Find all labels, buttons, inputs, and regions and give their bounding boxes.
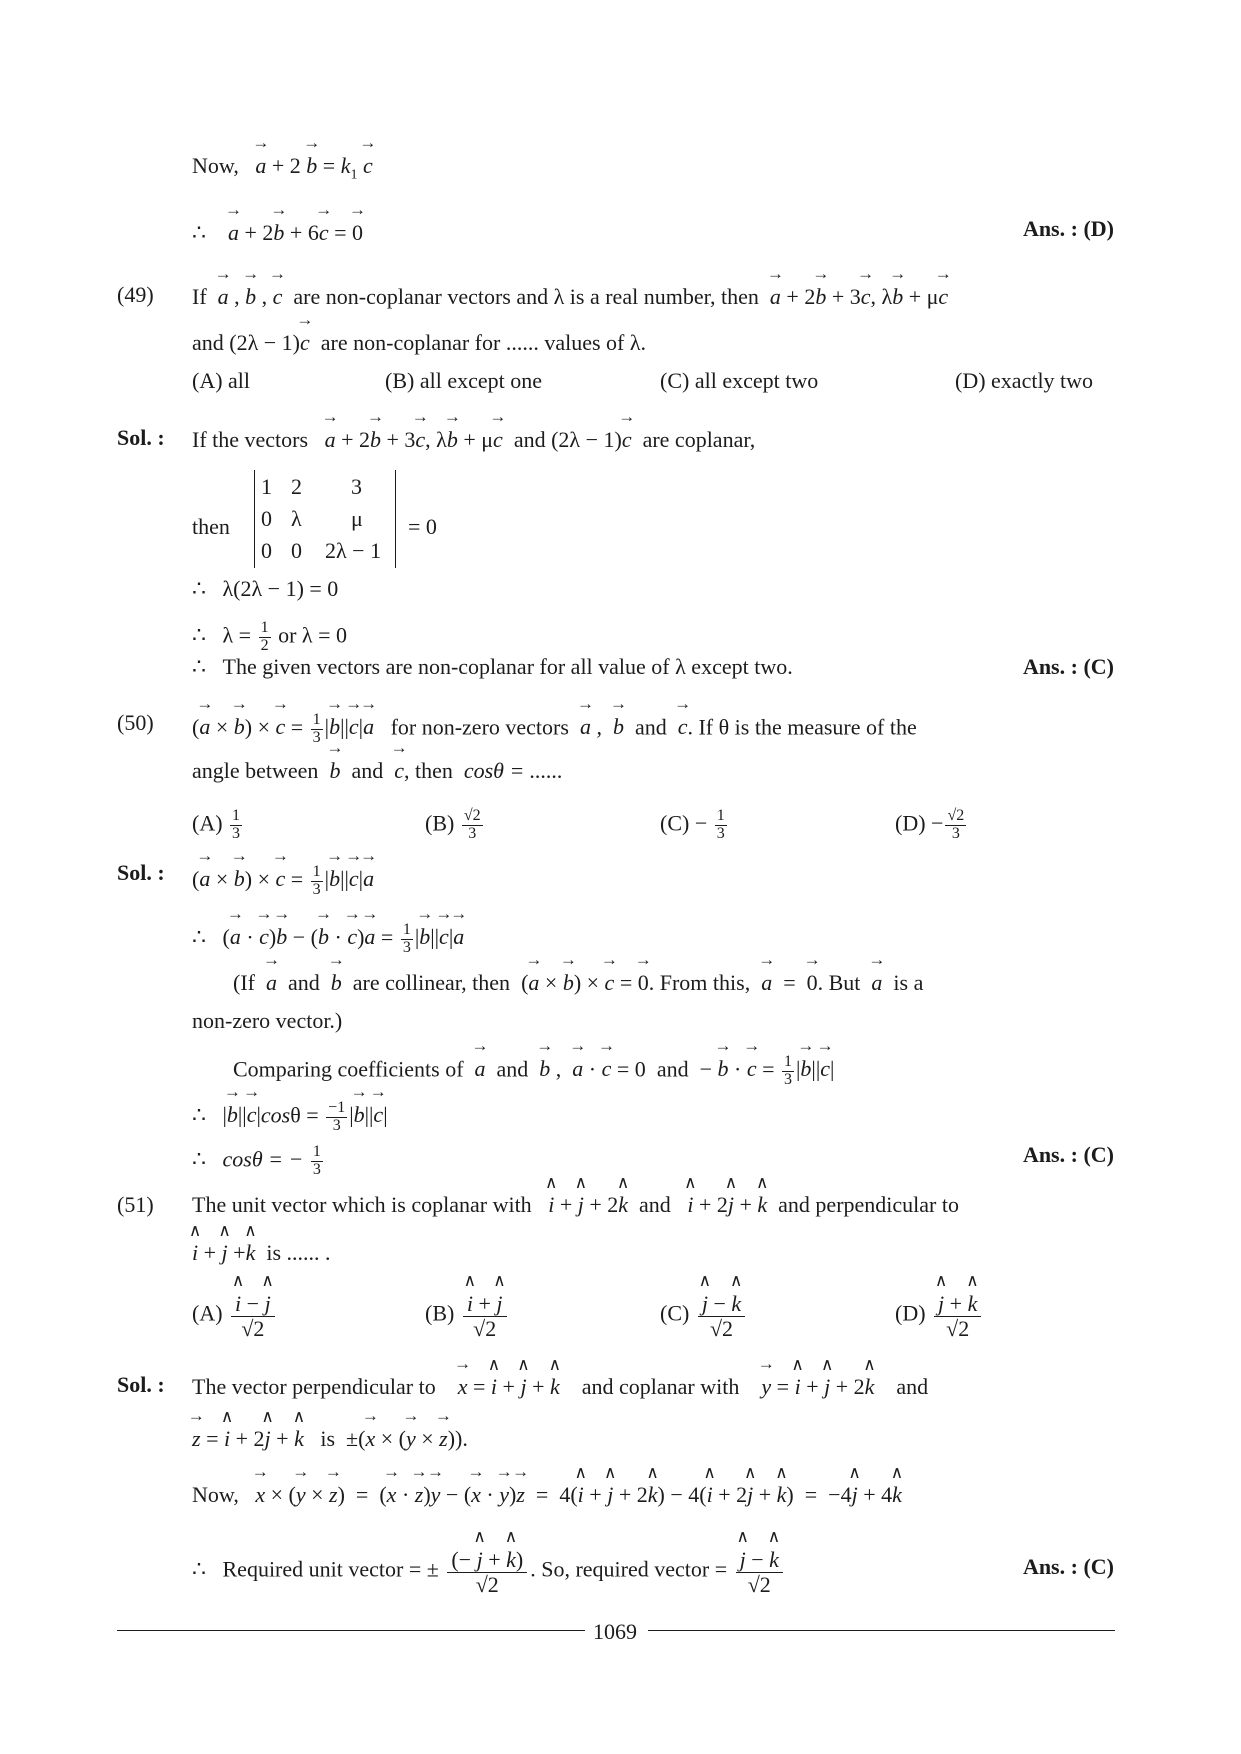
det-equals: = 0 (408, 514, 437, 539)
solution-51-line1: The vector perpendicular to → x = ∧ i + ∧ j + ∧ k and coplanar with → y = ∧ i + ∧ j + 2∧ k and (192, 1374, 928, 1398)
answer-51: Ans. : (C) (1022, 1554, 1114, 1579)
footer-rule-left (117, 1630, 585, 1631)
solution-49-conclusion: ∴ The given vectors are non-coplanar for all value of λ except two. (192, 654, 793, 679)
solution-50-line1: (→ a × → b) × → c = $\frac{1}{3}$ |→ b||→ c|→ a (192, 864, 374, 899)
question-50-line1: (→ a × → b) × → c = $\frac{1}{3}$ |→ b||→ c|→ a for non-zero vectors → a , → b and → c. If θ is the measure of the (192, 712, 917, 747)
solution-label-50: Sol. : (117, 860, 165, 885)
then-word: then (192, 514, 230, 539)
solution-50-final: ∴ cosθ = − $\frac{1}{3}$ (192, 1143, 321, 1178)
solution-50-comparing: Comparing coefficients of → a and → b , → a · → c = 0 and − → b · → c = $\frac{1}{3}$ |→ b||→ c| (233, 1054, 834, 1089)
option-50-a[interactable]: (A) $\frac{1}{3}$ (192, 807, 241, 842)
option-49-d[interactable]: (D) exactly two (955, 368, 1094, 393)
now-line: Now, → $a + 2 \to b = k_1 \to c$ (192, 153, 373, 182)
option-50-b[interactable]: (B) $\frac{√2}{3}$ (425, 807, 481, 842)
question-49-line1: If → a , → b , → c are non-coplanar vectors and λ is a real number, then → a + 2→ b + 3→ c, λ→ b + μ→ c (192, 284, 948, 308)
solution-49-step2: ∴ λ = $\frac{1}{2}$ or λ = 0 (192, 619, 347, 654)
therefore-line: ∴ → a + 2→ b + 6→ c = → 0 (192, 220, 363, 244)
solution-49-step1: ∴ λ(2λ − 1) = 0 (192, 576, 339, 601)
question-51-line1: The unit vector which is coplanar with ∧ i + ∧ j + 2∧ k and ∧ i + 2∧ j + ∧ k and perpendicular to (192, 1194, 959, 1216)
option-49-c[interactable]: (C) all except two (660, 368, 819, 393)
solution-50-line2: ∴ (→ a · → c)→ b − (→ b · → c)→ a = $\frac{1}{3}$ |→ b||→ c|→ a (192, 922, 464, 957)
solution-51-line4: ∴ Required unit vector = ± $\frac{(- \wedge j + \wedge k)}{√2}$ . So, required vector = ∧ $\frac{j - \wedge k}{√2}$ (192, 1546, 786, 1597)
option-49-b[interactable]: (B) all except one (385, 368, 542, 393)
option-50-c[interactable]: (C) − $\frac{1}{3}$ (660, 807, 725, 842)
answer-50: Ans. : (C) (1022, 1142, 1114, 1167)
solution-49-line1: If the vectors → a + 2→ b + 3→ c, λ→ b + μ→ c and (2λ − 1)→ c are coplanar, (192, 427, 755, 451)
solution-label-51: Sol. : (117, 1372, 165, 1397)
solution-51-line3: Now, → x × (→ y × → z) = (→ x · → z)→ y − (→ x · → y)→ z = 4(∧ i + ∧ j + 2∧ k) − 4(∧ i + 2∧ j + ∧ k) = −4∧ j + 4∧ k (192, 1482, 902, 1506)
solution-label-49: Sol. : (117, 425, 165, 450)
solution-50-line3: (If → a and → b are collinear, then (→ a × → b) × → c = → 0. From this, → a = → 0. But → a is a (233, 970, 923, 994)
option-50-d[interactable]: (D) − $\frac{√2}{3}$ (895, 807, 965, 842)
question-51-line2: ∧ i + ∧ j +∧ k is ...... . (192, 1242, 331, 1264)
solution-51-line2: → z = ∧ i + 2∧ j + ∧ k is ±(→ x × (→ y × → z)). (192, 1426, 468, 1450)
solution-50-nonzero: non-zero vector.) (192, 1008, 343, 1033)
option-51-d[interactable]: (D) ∧ $\frac{j + \wedge k}{√2}$ (895, 1290, 984, 1341)
option-51-c[interactable]: (C) ∧ $\frac{j - \wedge k}{√2}$ (660, 1290, 748, 1341)
option-51-b[interactable]: (B) ∧ $\frac{i + \wedge j}{√2}$ (425, 1290, 510, 1341)
solution-50-cos-step: ∴ |→ b||→ c|cosθ = $\frac{-1}{3}$ |→ b||→ c| (192, 1100, 388, 1135)
question-number-49: (49) (117, 282, 154, 307)
answer-48: Ans. : (D) (1022, 216, 1114, 241)
question-number-51: (51) (117, 1192, 154, 1217)
option-51-a[interactable]: (A) ∧ $\frac{i - \wedge j}{√2}$ (192, 1290, 278, 1341)
question-49-line2: and (2λ − 1)→ c are non-coplanar for ...... values of λ. (192, 330, 646, 354)
answer-49: Ans. : (C) (1022, 654, 1114, 679)
footer-rule-right (648, 1630, 1115, 1631)
question-number-50: (50) (117, 710, 154, 735)
determinant: 1 2 3 0 λ μ 0 0 2λ − 1 (254, 470, 396, 568)
page-number: 1069 (593, 1619, 637, 1644)
option-49-a[interactable]: (A) all (192, 368, 251, 393)
question-50-line2: angle between → b and → c, then cosθ = ...... (192, 758, 563, 782)
